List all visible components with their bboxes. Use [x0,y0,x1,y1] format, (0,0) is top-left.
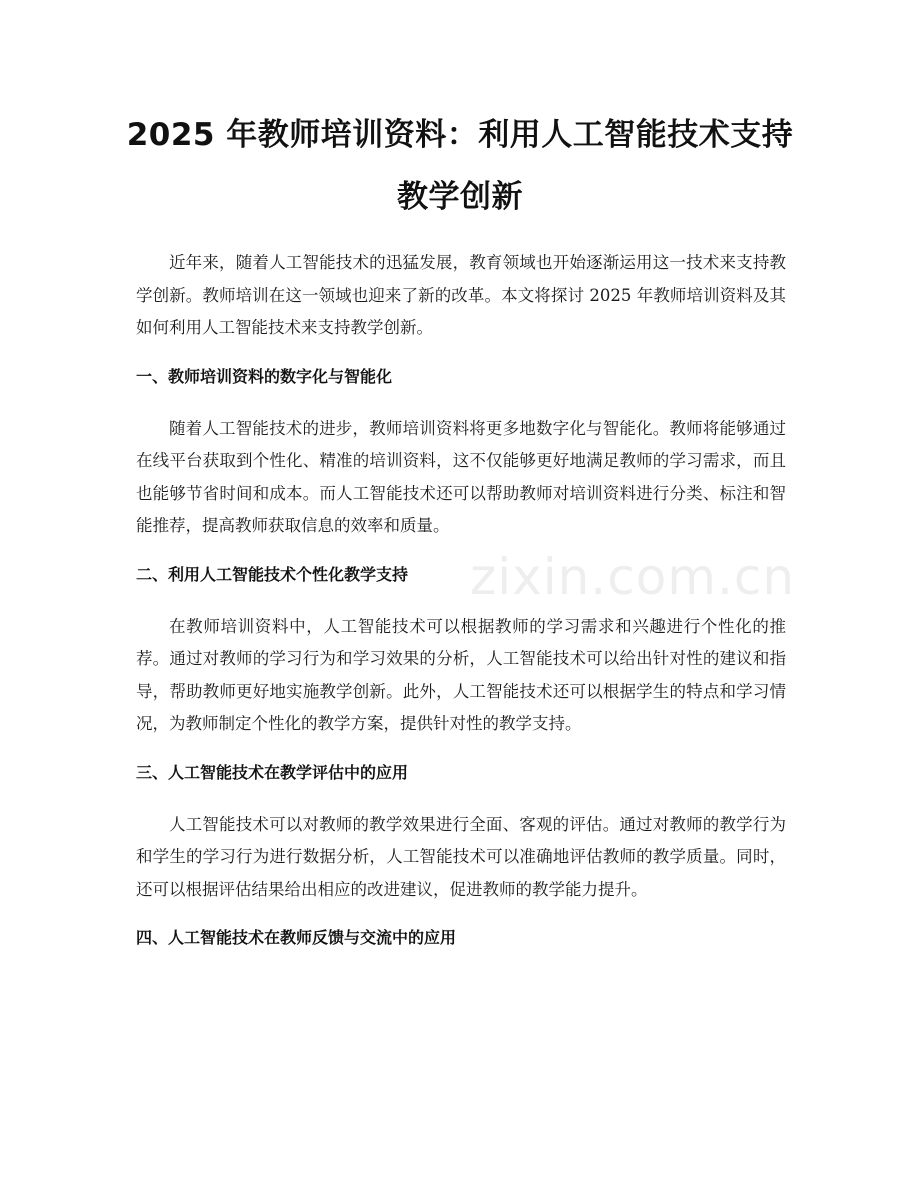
document-title: 2025 年教师培训资料：利用人工智能技术支持教学创新 [126,117,794,215]
section-heading-4: 四、人工智能技术在教师反馈与交流中的应用 [136,928,457,947]
section-paragraph-1: 随着人工智能技术的进步，教师培训资料将更多地数字化与智能化。教师将能够通过在线平台获取到个性化、精准的培训资料，这不仅能够更好地满足教师的学习需求，而且也能够节省时间和成本。而人工智能技术还可以帮助教师对培训资料进行分类、标注和智能推荐，提高教师获取信息的效率和质量。 [136,418,786,535]
section-heading-3: 三、人工智能技术在教学评估中的应用 [136,762,409,782]
section-paragraph-3: 人工智能技术可以对教师的教学效果进行全面、客观的评估。通过对教师的教学行为和学生的学习行为进行数据分析，人工智能技术可以准确地评估教师的教学质量。同时，还可以根据评估结果给出相应的改进建议，促进教师的教学能力提升。 [136,814,786,899]
section-heading-2: 二、利用人工智能技术个性化教学支持 [136,564,409,584]
section-paragraph-2: 在教师培训资料中，人工智能技术可以根据教师的学习需求和兴趣进行个性化的推荐。通过对教师的学习行为和学习效果的分析，人工智能技术可以给出针对性的建议和指导，帮助教师更好地实施教学创新。此外，人工智能技术还可以根据学生的特点和学习情况，为教师制定个性化的教学方案，提供针对性的教学支持。 [136,616,786,733]
document-body [136,247,786,974]
intro-paragraph: 近年来，随着人工智能技术的迅猛发展，教育领域也开始逐渐运用这一技术来支持教学创新。教师培训在这一领域也迎来了新的改革。本文将探讨 2025 年教师培训资料及其如何利用人工智能技术来支持教学创新。 [136,253,786,337]
section-heading-1: 一、教师培训资料的数字化与智能化 [136,366,393,386]
watermark: zixin.com.cn [470,548,796,606]
